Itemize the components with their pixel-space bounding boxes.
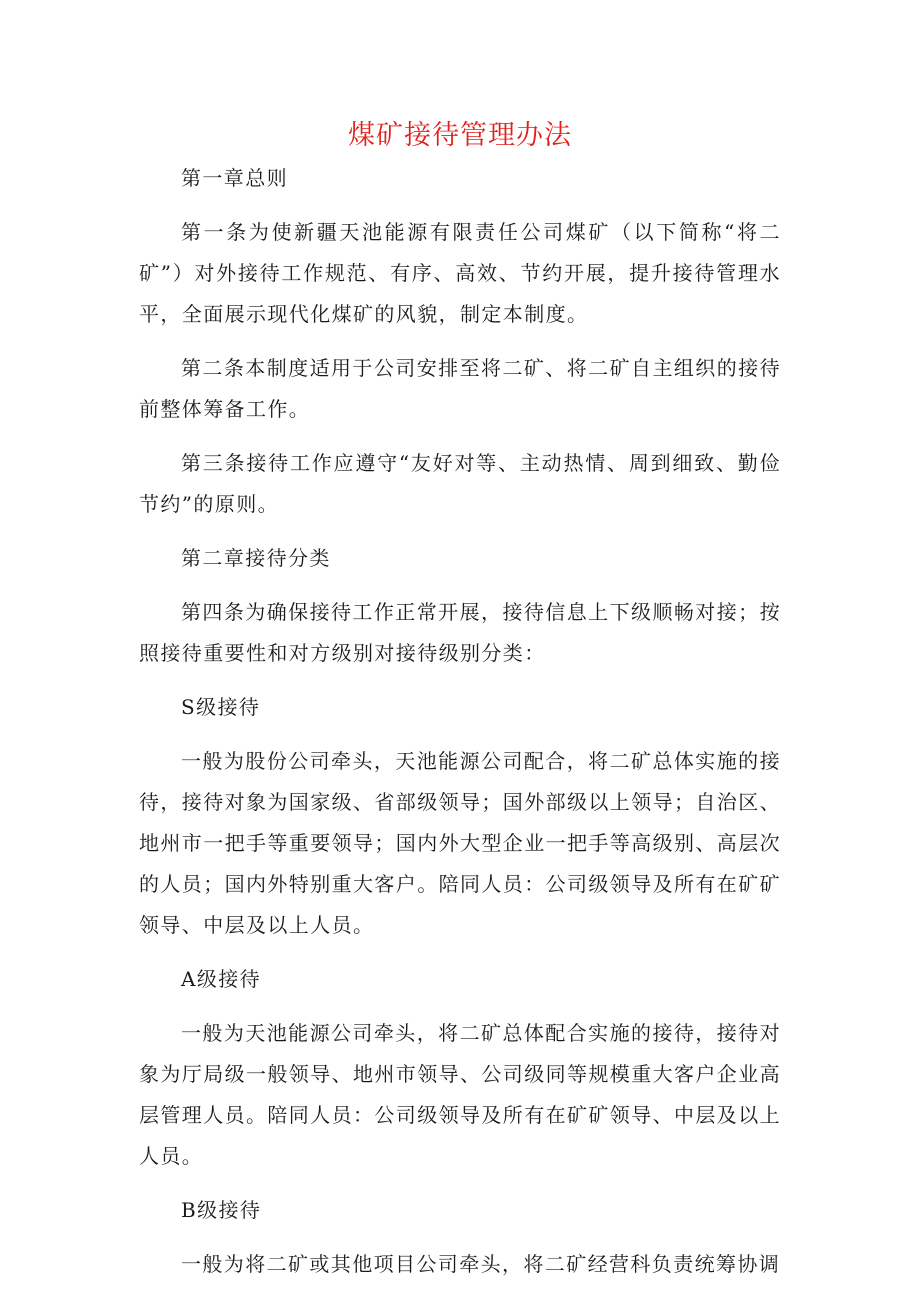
level-s-body: 一般为股份公司牵头，天池能源公司配合，将二矿总体实施的接待，接待对象为国家级、省部级领导；国外部级以上领导；自治区、地州市一把手等重要领导；国内外大型企业一把手等高级别、高层次的人员；国内外特别重大客户。陪同人员：公司级领导及所有在矿矿领导、中层及以上人员。: [139, 749, 781, 937]
document-body: [139, 158, 781, 1298]
document-title: 煤矿接待管理办法: [348, 120, 572, 151]
level-a-heading: A级接待: [181, 967, 262, 991]
level-b-heading: B级接待: [181, 1198, 262, 1222]
article-3: 第三条接待工作应遵守“友好对等、主动热情、周到细致、勤俭节约”的原则。: [139, 451, 781, 516]
chapter-heading-general: 第一章总则: [181, 166, 288, 190]
article-1: 第一条为使新疆天池能源有限责任公司煤矿（以下简称“将二矿”）对外接待工作规范、有序、高效、节约开展，提升接待管理水平，全面展示现代化煤矿的风貌，制定本制度。: [139, 220, 781, 326]
chapter-heading-classification: 第二章接待分类: [181, 546, 331, 570]
level-b-body: 一般为将二矿或其他项目公司牵头，将二矿经营科负责统筹协调: [181, 1252, 781, 1276]
article-2: 第二条本制度适用于公司安排至将二矿、将二矿自主组织的接待前整体筹备工作。: [139, 356, 781, 421]
level-s-heading: S级接待: [181, 695, 261, 719]
article-4: 第四条为确保接待工作正常开展，接待信息上下级顺畅对接；按照接待重要性和对方级别对接待级别分类：: [139, 600, 781, 665]
level-a-body: 一般为天池能源公司牵头，将二矿总体配合实施的接待，接待对象为厅局级一般领导、地州市领导、公司级同等规模重大客户企业高层管理人员。陪同人员：公司级领导及所有在矿矿领导、中层及以上人员。: [139, 1021, 781, 1168]
